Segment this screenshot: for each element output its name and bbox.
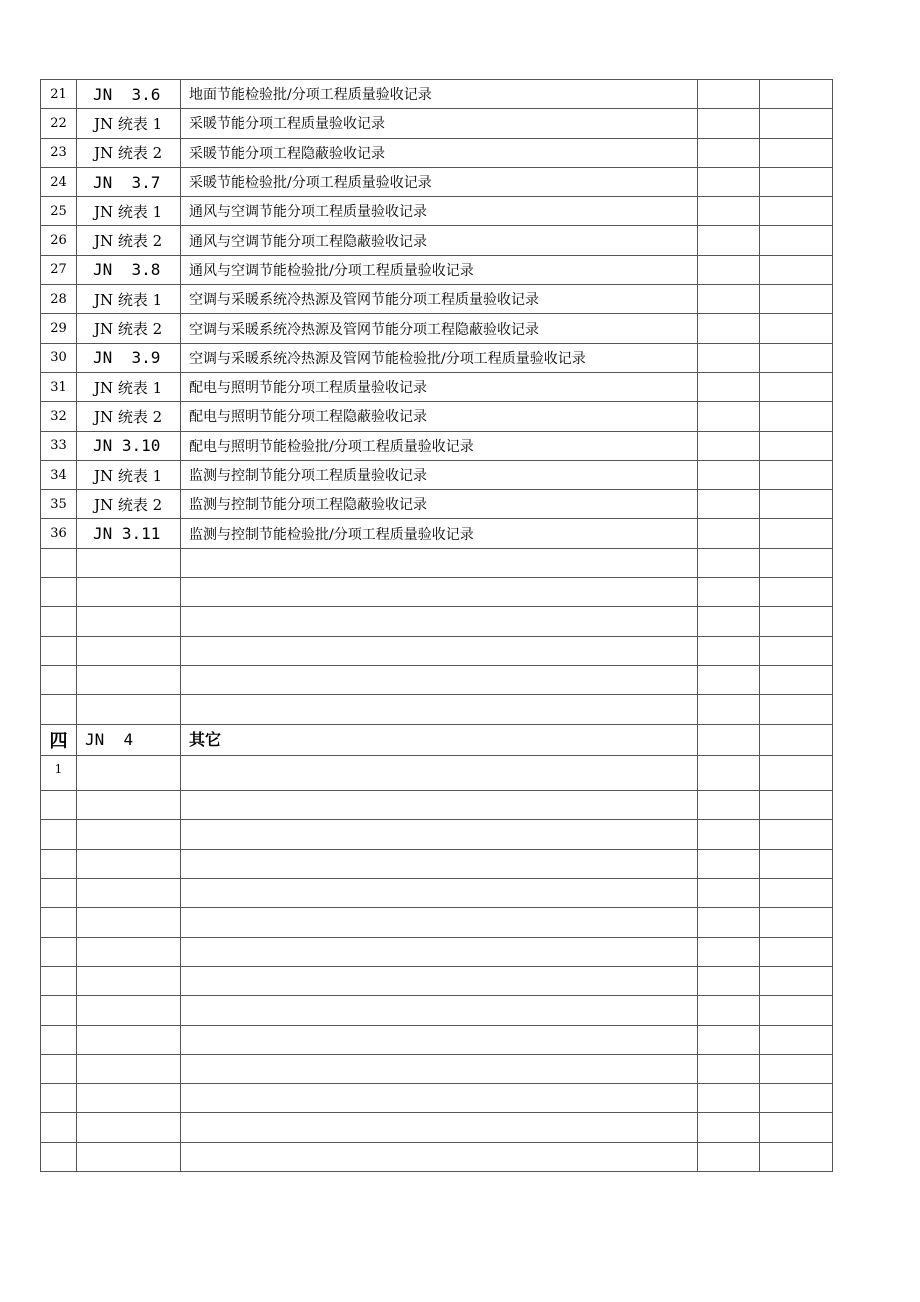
table-row (41, 167, 833, 196)
empty-cell (698, 80, 760, 109)
row-name: 采暖节能检验批/分项工程质量验收记录 (181, 167, 698, 196)
empty-cell (41, 908, 77, 937)
empty-cell (760, 1142, 833, 1171)
empty-cell (760, 80, 833, 109)
empty-cell (698, 820, 760, 849)
empty-cell (41, 996, 77, 1025)
empty-cell (760, 255, 833, 284)
row-name: 配电与照明节能分项工程质量验收记录 (181, 372, 698, 401)
row-name: 空调与采暖系统冷热源及管网节能分项工程隐蔽验收记录 (181, 314, 698, 343)
record-register-table (40, 79, 833, 1172)
table-row (41, 460, 833, 489)
empty-cell (181, 966, 698, 995)
empty-cell (760, 460, 833, 489)
row-code: JN 统表 1 (77, 372, 181, 401)
empty-cell (41, 636, 77, 665)
empty-cell (181, 849, 698, 878)
row-code: JN 3.6 (77, 80, 181, 109)
empty-row (41, 996, 833, 1025)
table-row (41, 755, 833, 790)
empty-cell (181, 820, 698, 849)
empty-cell (698, 791, 760, 820)
empty-cell (77, 665, 181, 694)
row-index: 35 (41, 490, 77, 519)
empty-cell (698, 431, 760, 460)
row-index: 31 (41, 372, 77, 401)
row-code: JN 3.11 (77, 519, 181, 548)
empty-cell (760, 578, 833, 607)
table-row (41, 138, 833, 167)
empty-row (41, 695, 833, 724)
empty-cell (760, 820, 833, 849)
empty-cell (181, 607, 698, 636)
empty-cell (77, 1113, 181, 1142)
empty-cell (698, 578, 760, 607)
empty-cell (760, 1025, 833, 1054)
empty-cell (760, 431, 833, 460)
table-row (41, 343, 833, 372)
empty-cell (77, 937, 181, 966)
row-code: JN 统表 2 (77, 402, 181, 431)
row-index: 34 (41, 460, 77, 489)
row-index: 21 (41, 80, 77, 109)
row-code: JN 统表 2 (77, 490, 181, 519)
empty-cell (760, 791, 833, 820)
row-index: 25 (41, 197, 77, 226)
empty-cell (698, 1054, 760, 1083)
empty-cell (41, 849, 77, 878)
empty-cell (760, 908, 833, 937)
table-row (41, 80, 833, 109)
empty-cell (760, 724, 833, 755)
empty-cell (181, 879, 698, 908)
row-name: 监测与控制节能分项工程隐蔽验收记录 (181, 490, 698, 519)
register-body (41, 80, 833, 1172)
empty-cell (41, 548, 77, 577)
empty-row (41, 578, 833, 607)
empty-cell (760, 402, 833, 431)
row-index: 30 (41, 343, 77, 372)
empty-cell (698, 519, 760, 548)
table-row (41, 372, 833, 401)
empty-cell (181, 755, 698, 790)
row-index: 32 (41, 402, 77, 431)
empty-cell (698, 607, 760, 636)
empty-cell (77, 1054, 181, 1083)
row-name: 配电与照明节能检验批/分项工程质量验收记录 (181, 431, 698, 460)
table-row (41, 197, 833, 226)
empty-cell (760, 490, 833, 519)
table-row (41, 431, 833, 460)
empty-cell (698, 255, 760, 284)
empty-cell (77, 1142, 181, 1171)
row-name: 地面节能检验批/分项工程质量验收记录 (181, 80, 698, 109)
row-code: JN 统表 1 (77, 109, 181, 138)
row-code: JN 3.10 (77, 431, 181, 460)
empty-cell (698, 908, 760, 937)
empty-cell (41, 695, 77, 724)
empty-cell (41, 966, 77, 995)
empty-cell (698, 966, 760, 995)
empty-cell (41, 791, 77, 820)
empty-cell (181, 937, 698, 966)
row-name: 空调与采暖系统冷热源及管网节能分项工程质量验收记录 (181, 285, 698, 314)
empty-cell (698, 755, 760, 790)
table-row (41, 285, 833, 314)
empty-cell (698, 996, 760, 1025)
empty-cell (181, 996, 698, 1025)
row-index: 33 (41, 431, 77, 460)
empty-cell (77, 908, 181, 937)
empty-cell (760, 343, 833, 372)
empty-cell (77, 1084, 181, 1113)
empty-cell (760, 1054, 833, 1083)
section-title: 其它 (181, 724, 698, 755)
empty-cell (760, 1084, 833, 1113)
empty-cell (760, 197, 833, 226)
empty-cell (698, 402, 760, 431)
empty-row (41, 937, 833, 966)
empty-cell (698, 167, 760, 196)
empty-cell (760, 636, 833, 665)
empty-cell (41, 937, 77, 966)
empty-cell (77, 755, 181, 790)
empty-cell (77, 636, 181, 665)
empty-cell (181, 1025, 698, 1054)
empty-row (41, 966, 833, 995)
empty-cell (698, 724, 760, 755)
empty-cell (698, 879, 760, 908)
empty-cell (181, 1084, 698, 1113)
empty-cell (181, 665, 698, 694)
empty-cell (181, 548, 698, 577)
empty-row (41, 791, 833, 820)
row-index: 26 (41, 226, 77, 255)
empty-cell (181, 1054, 698, 1083)
empty-row (41, 665, 833, 694)
empty-cell (77, 791, 181, 820)
empty-cell (760, 966, 833, 995)
empty-row (41, 1142, 833, 1171)
row-name: 监测与控制节能分项工程质量验收记录 (181, 460, 698, 489)
empty-cell (698, 695, 760, 724)
row-code: JN 统表 2 (77, 138, 181, 167)
empty-cell (760, 695, 833, 724)
empty-cell (698, 1142, 760, 1171)
row-code: JN 统表 2 (77, 314, 181, 343)
row-index: 1 (41, 755, 77, 790)
empty-row (41, 1113, 833, 1142)
empty-cell (698, 636, 760, 665)
empty-cell (77, 820, 181, 849)
section-row (41, 724, 833, 755)
empty-cell (77, 849, 181, 878)
row-name: 通风与空调节能检验批/分项工程质量验收记录 (181, 255, 698, 284)
empty-cell (77, 1025, 181, 1054)
empty-row (41, 1025, 833, 1054)
empty-row (41, 548, 833, 577)
empty-cell (698, 285, 760, 314)
empty-cell (698, 226, 760, 255)
empty-row (41, 820, 833, 849)
empty-cell (181, 695, 698, 724)
empty-cell (181, 636, 698, 665)
empty-cell (760, 755, 833, 790)
row-code: JN 统表 1 (77, 197, 181, 226)
empty-cell (41, 879, 77, 908)
row-index: 27 (41, 255, 77, 284)
empty-cell (41, 820, 77, 849)
empty-cell (698, 372, 760, 401)
empty-row (41, 1084, 833, 1113)
empty-cell (760, 548, 833, 577)
row-name: 采暖节能分项工程隐蔽验收记录 (181, 138, 698, 167)
empty-cell (760, 1113, 833, 1142)
empty-cell (41, 1113, 77, 1142)
empty-cell (77, 695, 181, 724)
section-code: JN 4 (77, 724, 181, 755)
empty-cell (41, 665, 77, 694)
empty-cell (760, 109, 833, 138)
empty-cell (181, 791, 698, 820)
empty-cell (41, 1142, 77, 1171)
row-code: JN 3.9 (77, 343, 181, 372)
empty-cell (41, 1054, 77, 1083)
row-index: 22 (41, 109, 77, 138)
row-index: 36 (41, 519, 77, 548)
table-row (41, 519, 833, 548)
empty-cell (698, 548, 760, 577)
empty-cell (181, 1142, 698, 1171)
empty-cell (77, 966, 181, 995)
empty-cell (181, 1113, 698, 1142)
empty-cell (41, 578, 77, 607)
row-code: JN 统表 1 (77, 460, 181, 489)
empty-cell (760, 937, 833, 966)
empty-cell (698, 849, 760, 878)
empty-cell (77, 996, 181, 1025)
row-name: 监测与控制节能检验批/分项工程质量验收记录 (181, 519, 698, 548)
empty-cell (760, 226, 833, 255)
row-name: 通风与空调节能分项工程质量验收记录 (181, 197, 698, 226)
empty-cell (77, 578, 181, 607)
table-row (41, 490, 833, 519)
empty-cell (698, 490, 760, 519)
empty-cell (698, 665, 760, 694)
empty-row (41, 1054, 833, 1083)
empty-cell (760, 849, 833, 878)
row-name: 空调与采暖系统冷热源及管网节能检验批/分项工程质量验收记录 (181, 343, 698, 372)
empty-cell (77, 607, 181, 636)
row-code: JN 3.8 (77, 255, 181, 284)
row-code: JN 统表 2 (77, 226, 181, 255)
empty-cell (698, 1025, 760, 1054)
empty-row (41, 908, 833, 937)
table-row (41, 226, 833, 255)
empty-cell (760, 996, 833, 1025)
empty-cell (181, 908, 698, 937)
empty-cell (698, 197, 760, 226)
empty-cell (698, 138, 760, 167)
empty-cell (181, 578, 698, 607)
section-index: 四 (41, 724, 77, 755)
row-name: 通风与空调节能分项工程隐蔽验收记录 (181, 226, 698, 255)
row-index: 28 (41, 285, 77, 314)
empty-cell (760, 285, 833, 314)
empty-cell (698, 109, 760, 138)
empty-cell (760, 314, 833, 343)
row-name: 配电与照明节能分项工程隐蔽验收记录 (181, 402, 698, 431)
empty-row (41, 607, 833, 636)
empty-cell (760, 372, 833, 401)
row-code: JN 统表 1 (77, 285, 181, 314)
empty-cell (698, 314, 760, 343)
empty-cell (698, 460, 760, 489)
empty-cell (760, 167, 833, 196)
empty-cell (77, 548, 181, 577)
empty-cell (77, 879, 181, 908)
empty-cell (698, 343, 760, 372)
empty-cell (41, 1025, 77, 1054)
row-index: 24 (41, 167, 77, 196)
row-index: 29 (41, 314, 77, 343)
empty-cell (698, 937, 760, 966)
empty-row (41, 849, 833, 878)
empty-cell (41, 607, 77, 636)
empty-cell (760, 138, 833, 167)
empty-cell (698, 1084, 760, 1113)
row-index: 23 (41, 138, 77, 167)
empty-row (41, 636, 833, 665)
empty-cell (760, 665, 833, 694)
empty-cell (760, 519, 833, 548)
table-row (41, 255, 833, 284)
row-name: 采暖节能分项工程质量验收记录 (181, 109, 698, 138)
table-row (41, 314, 833, 343)
table-row (41, 402, 833, 431)
empty-cell (41, 1084, 77, 1113)
empty-row (41, 879, 833, 908)
empty-cell (760, 879, 833, 908)
empty-cell (698, 1113, 760, 1142)
table-row (41, 109, 833, 138)
row-code: JN 3.7 (77, 167, 181, 196)
empty-cell (760, 607, 833, 636)
